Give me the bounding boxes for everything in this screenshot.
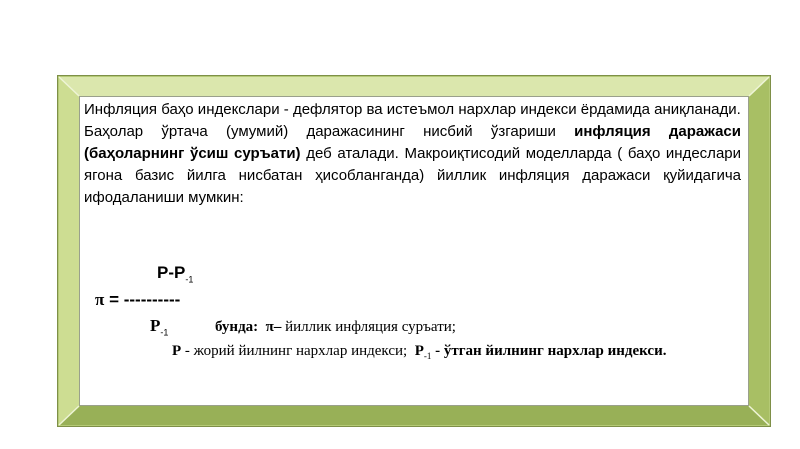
legend-pi-line [215, 319, 456, 336]
definition-line2-end: деб аталади. Макроиқтисодий моделларда ( баҳо индеслари ягона базис йилга нисбатан ҳисобланганда) йиллик инфляция даражаси қуйидагича ифодаланиши мумкин: [84, 145, 742, 206]
legend-p1-label: P [414, 343, 424, 359]
formula-denominator-subscript: -1 [160, 327, 169, 338]
definition-line1: Инфляция баҳо индекслари - дефлятор ва истеъмол нархлар индекси ёрдамида аниқланади. [84, 101, 741, 118]
legend-pi-description: йиллик инфляция суръати; [281, 319, 456, 335]
legend-p1-subscript: -1 [423, 351, 432, 361]
definition-paragraph [84, 99, 741, 209]
definition-term-bold: инфляция даражаси (баҳоларнинг ўсиш суръати) [84, 123, 741, 162]
formula-fraction-bar: = ---------- [109, 290, 181, 309]
formula-numerator: $P-P_{-1}$ [157, 263, 194, 285]
legend-p-line [172, 343, 666, 361]
formula-numerator-subscript: -1 [185, 274, 194, 285]
formula-equals-line [95, 290, 180, 310]
formula-pi-symbol: π [95, 290, 105, 309]
legend-p-description: - жорий йилнинг нархлар индекси; [181, 343, 408, 359]
definition-line2-start: Баҳолар ўртача (умумий) даражасининг нисбий ўзгариши [84, 123, 575, 140]
legend-where-label: бунда: [215, 319, 259, 335]
formula-denominator: $P_{-1}$ [150, 316, 169, 338]
legend-pi-label: π– [265, 319, 282, 335]
legend-p1-description: - ўтган йилнинг нархлар индекси. [431, 343, 667, 359]
legend-p-label: P [172, 343, 182, 359]
